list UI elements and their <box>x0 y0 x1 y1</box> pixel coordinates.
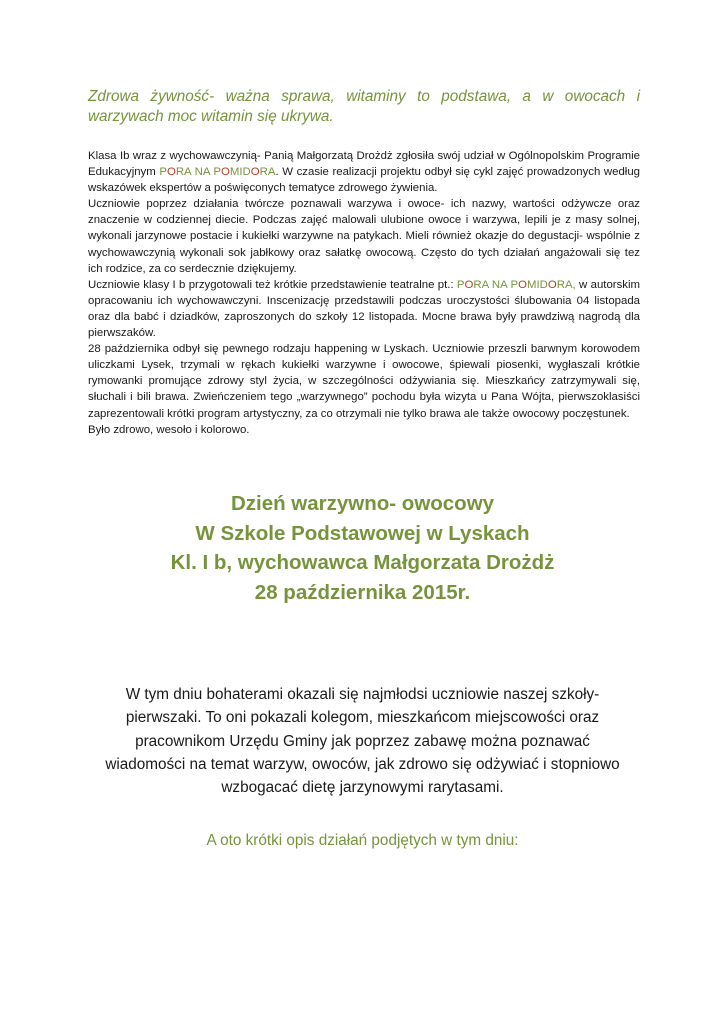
paragraph-5: Było zdrowo, wesoło i kolorowo. <box>88 423 250 436</box>
program-name-part: O <box>166 166 176 179</box>
program-name <box>159 166 275 178</box>
play-title-part: O <box>518 278 527 291</box>
program-name-part: MID <box>229 166 251 179</box>
play-title-part: MID <box>526 278 548 291</box>
play-title-part: RA NA P <box>473 278 519 291</box>
play-title <box>457 279 576 291</box>
article-body <box>88 148 640 438</box>
motto-text: Zdrowa żywność- ważna sprawa, witaminy to podstawa, a w owocach i warzywach moc witamin się ukrywa. <box>88 88 640 125</box>
play-title-part: O <box>464 278 474 291</box>
program-name-part: O <box>250 166 260 179</box>
program-name-part: RA <box>259 166 276 179</box>
paragraph-1 <box>88 148 640 196</box>
paragraph-1-end: . W czasie realizacji projektu odbył się cykl zajęć prowadzonych według wskazówek ekspertów a poświęconych tematyce zdrowego żywienia. <box>88 166 641 195</box>
program-name-part: P <box>159 166 167 179</box>
program-name-part: RA NA P <box>175 166 222 179</box>
program-name-part: O <box>221 166 230 179</box>
subheading: A oto krótki opis działań podjętych w tym dniu: <box>206 832 519 849</box>
paragraph-2: Uczniowie poprzez działania twórcze poznawali warzywa i owoce- ich nazwy, wartości odżywcze oraz znaczenie w codziennej diecie. Podczas zajęć malowali ulubione owoce i warzywa, lepili je z masy solnej, wykonali jarzynowe postacie i kukiełki warzywne na patykach. Mieli również okazje do degustacji- wspólnie z wychowawczynią wykonali sok jabłkowy oraz sałatkę owocową. Często do tych działań angażowali się tez ich rodzice, za co serdecznie dziękujemy. <box>88 198 640 275</box>
paragraph-3-start: Uczniowie klasy I b przygotowali też krótkie przedstawienie teatralne pt.: <box>88 278 457 291</box>
paragraph-3 <box>88 277 640 341</box>
paragraph-3-end: w autorskim opracowaniu ich wychowawczyni. Inscenizację przedstawili podczas uroczystości ślubowania 04 listopada oraz dla babć i dziadków, zaproszonych do szkoły 12 listopada. Mocne brawa były prawdziwą nagrodą dla pierwszaków. <box>88 278 640 340</box>
paragraph-1-start: Klasa Ib wraz z wychowawczynią- Panią Małgorzatą Drożdż zgłosiła swój udział w Ogólnopolskim Programie Edukacyjnym <box>88 150 640 179</box>
title-line-2: W Szkole Podstawowej w Lyskach <box>195 521 530 545</box>
title-line-1: Dzień warzywno- owocowy <box>230 492 495 515</box>
play-title-part: RA, <box>556 278 576 291</box>
play-title-part: O <box>547 278 557 291</box>
paragraph-4: 28 października odbył się pewnego rodzaju happening w Lyskach. Uczniowie przeszli barwnym korowodem uliczkami Lysek, trzymali w rękach kukiełki warzywne i owocowe, śpiewali piosenki, wygłaszali krótkie rymowanki promujące zdrowy styl życia, w szczególności odżywiania się. Mieszkańcy zatrzymywali się, słuchali i bili brawa. Zwieńczeniem tego „warzywnego” pochodu była wizyta u Pana Wójta, pierwszoklasiści zaprezentowali krótki program artystyczny, za co otrzymali nie tylko brawa ale także owocowy poczęstunek. <box>88 343 640 420</box>
title-line-3: Kl. I b, wychowawca Małgorzata Drożdż <box>170 551 555 574</box>
intro-paragraph: W tym dniu bohaterami okazali się najmłodsi uczniowie naszej szkoły- pierwszaki. To oni pokazali kolegom, mieszkańcom miejscowości oraz pracownikom Urzędu Gminy jak poprzez zabawę można poznawać wiadomości na temat warzyw, owoców, jak zdrowo się odżywiać i stopniowo wzbogacać dietę jarzynowymi rarytasami. <box>105 686 620 797</box>
play-title-part: P <box>456 278 465 291</box>
event-title <box>0 489 725 607</box>
title-line-4: 28 października 2015r. <box>254 580 471 604</box>
